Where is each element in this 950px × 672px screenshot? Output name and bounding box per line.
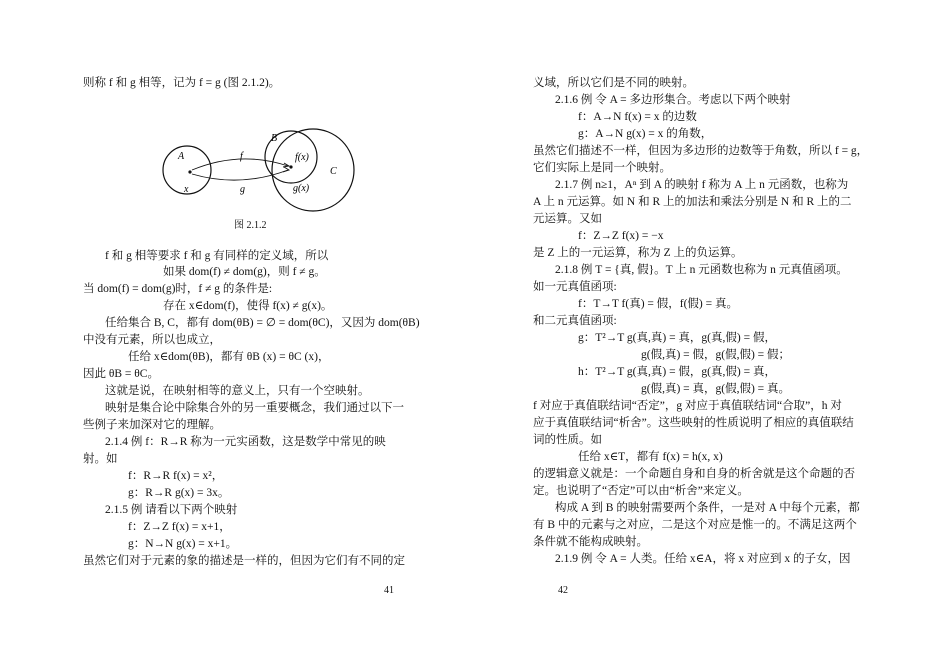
- left-text-line: g：N→N g(x) = x+1。: [128, 538, 238, 550]
- left-text-line: f：Z→Z f(x) = x+1，: [128, 521, 231, 533]
- left-text-line: 任给 x∈dom(θB)，都有 θB (x) = θC (x)，: [128, 351, 330, 363]
- right-text-line: 虽然它们描述不一样，但因为多边形的边数等于角数，所以 f = g，: [533, 145, 869, 157]
- right-text-line: 的逻辑意义就是：一个命题自身和自身的析舍就是这个命题的否: [533, 468, 855, 480]
- right-text-line: 构成 A 到 B 的映射需要两个条件，一是对 A 中每个元素，都: [555, 502, 860, 514]
- point-x: [188, 170, 191, 173]
- right-text-line: 元运算。又如: [533, 213, 602, 225]
- right-text-line: 2.1.7 例 n≥1，Aⁿ 到 A 的映射 f 称为 A 上 n 元函数，也称为: [555, 179, 849, 191]
- right-text-line: 条件就不能构成映射。: [533, 536, 648, 548]
- right-text-line: h：T²→T g(真,真) = 假，g(真,假) = 真，: [578, 366, 776, 378]
- right-text-line: 有 B 中的元素与之对应，二是这个对应是惟一的。不满足这两个: [533, 519, 857, 531]
- right-text-line: f 对应于真值联结词“否定”，g 对应于真值联结词“合取”，h 对: [533, 400, 842, 412]
- label-g: g: [240, 184, 245, 195]
- mapping-figure: [160, 122, 360, 212]
- left-text-line: 存在 x∈dom(f)，使得 f(x) ≠ g(x)。: [163, 300, 333, 312]
- right-text-line: 2.1.9 例 令 A = 人类。任给 x∈A，将 x 对应到 x 的子女，因: [555, 553, 851, 565]
- label-C: C: [330, 166, 337, 177]
- left-text-line: g：R→R g(x) = 3x。: [128, 487, 230, 499]
- label-gx: g(x): [293, 183, 310, 194]
- left-text-line: 这就是说，在映射相等的意义上，只有一个空映射。: [105, 385, 370, 397]
- right-text-line: 和二元真值函项:: [533, 315, 617, 327]
- right-text-line: 应于真值联结词“析舍”。这些映射的性质说明了相应的真值联结: [533, 417, 854, 429]
- arrow-g: [192, 170, 288, 180]
- right-text-line: g：A→N g(x) = x 的角数，: [578, 128, 713, 140]
- right-text-line: 任给 x∈T，都有 f(x) = h(x, x): [578, 451, 723, 463]
- right-text-line: f：A→N f(x) = x 的边数: [578, 111, 697, 123]
- right-text-line: 义域，所以它们是不同的映射。: [533, 77, 694, 89]
- page-number-left: 41: [384, 585, 394, 596]
- left-text-line: 2.1.4 例 f：R→R 称为一元实函数，这是数学中常见的映: [105, 436, 386, 448]
- label-f: f: [240, 151, 243, 162]
- right-text-line: g(假,真) = 真，g(假,假) = 真。: [641, 383, 791, 395]
- left-text-line: 射。如: [83, 453, 118, 465]
- right-text-line: 定。也说明了“否定”可以由“析舍”来定义。: [533, 485, 749, 497]
- page-number-right: 42: [558, 585, 568, 596]
- left-text-line: 中没有元素，所以也成立，: [83, 334, 221, 346]
- right-text-line: 是 Z 上的一元运算，称为 Z 上的负运算。: [533, 247, 743, 259]
- left-text-line: f：R→R f(x) = x²，: [128, 470, 224, 482]
- figure-caption: 图 2.1.2: [234, 220, 267, 231]
- right-text-line: 2.1.6 例 令 A = 多边形集合。考虑以下两个映射: [555, 94, 791, 106]
- right-text-line: A 上 n 元运算。如 N 和 R 上的加法和乘法分别是 N 和 R 上的二: [533, 196, 852, 208]
- left-text-line: 些例子来加深对它的理解。: [83, 419, 221, 431]
- left-text-line: 任给集合 B, C，都有 dom(θB) = ∅ = dom(θC)，又因为 dom(θB): [105, 317, 420, 329]
- label-B: B: [271, 133, 278, 144]
- left-text-line: 2.1.5 例 请看以下两个映射: [105, 504, 238, 516]
- left-text-line: 虽然它们对于元素的象的描述是一样的，但因为它们有不同的定: [83, 555, 405, 567]
- right-text-line: f：Z→Z f(x) = −x: [578, 230, 664, 242]
- left-text-line: 因此 θB = θC。: [83, 368, 159, 380]
- point-fx: [289, 165, 292, 168]
- right-text-line: f：T→T f(真) = 假，f(假) = 真。: [578, 298, 738, 310]
- right-text-line: g(假,真) = 假，g(假,假) = 假；: [641, 349, 791, 361]
- label-A: A: [178, 151, 185, 162]
- left-text-line: 映射是集合论中除集合外的另一重要概念，我们通过以下一: [105, 402, 404, 414]
- label-fx: f(x): [295, 152, 309, 163]
- right-text-line: g：T²→T g(真,真) = 真，g(真,假) = 假，: [578, 332, 776, 344]
- right-text-line: 如一元真值函项:: [533, 281, 617, 293]
- right-text-line: 它们实际上是同一个映射。: [533, 162, 671, 174]
- left-text-line: 当 dom(f) = dom(g)时，f ≠ g 的条件是:: [83, 283, 273, 295]
- label-x: x: [184, 184, 189, 195]
- left-text-line: 则称 f 和 g 相等，记为 f = g (图 2.1.2)。: [83, 77, 281, 89]
- left-text-line: 如果 dom(f) ≠ dom(g)，则 f ≠ g。: [163, 266, 326, 278]
- left-text-line: f 和 g 相等要求 f 和 g 有同样的定义域，所以: [105, 250, 329, 262]
- right-text-line: 词的性质。如: [533, 434, 602, 446]
- right-text-line: 2.1.8 例 T = {真, 假}。T 上 n 元函数也称为 n 元真值函项。: [555, 264, 848, 276]
